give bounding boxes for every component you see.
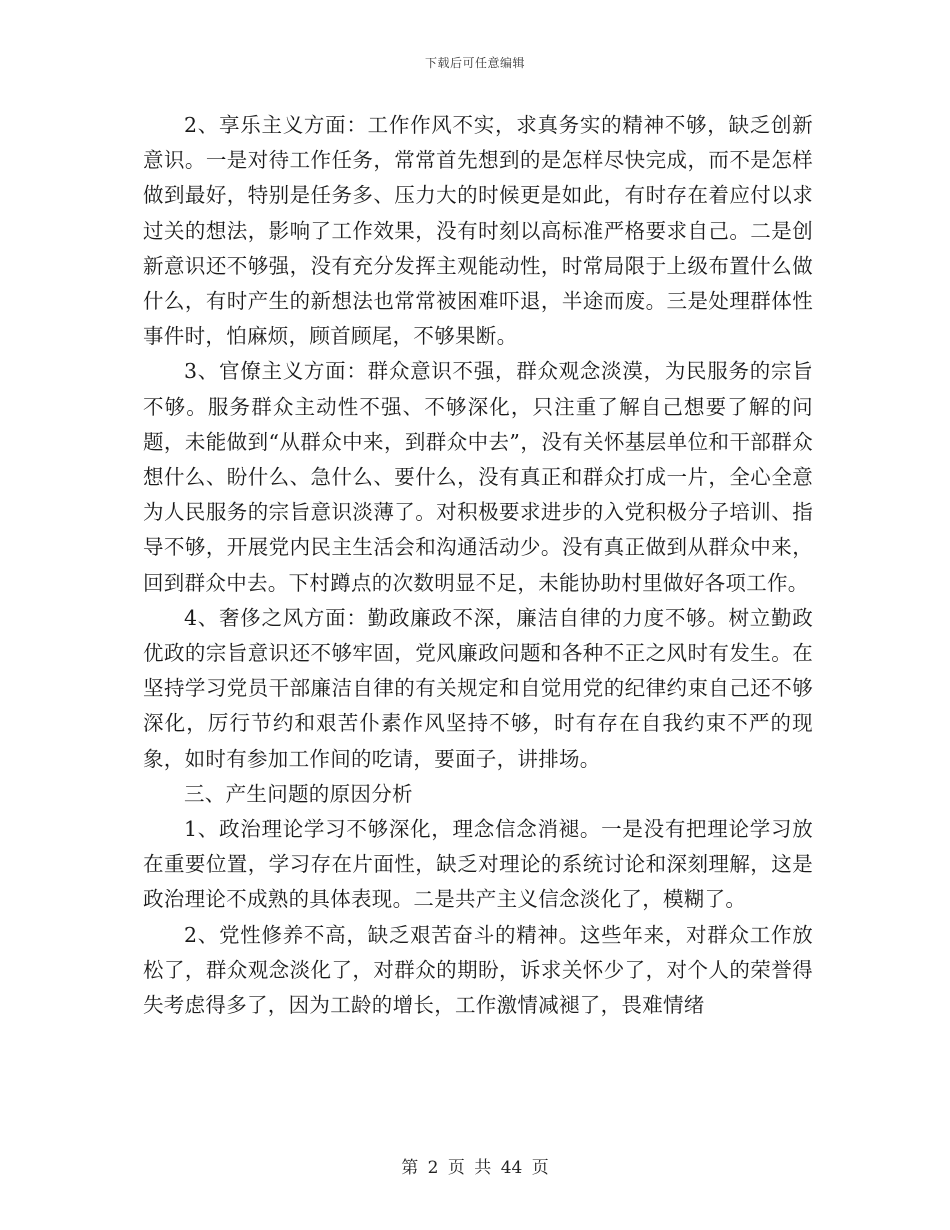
paragraph-hedonism: 2、享乐主义方面：工作作风不实，求真务实的精神不够，缺乏创新意识。一是对待工作任务，常常首先想到的是怎样尽快完成，而不是怎样做到最好，特别是任务多、压力大的时候更是如此，有时存在着应付以求过关的想法，影响了工作效果，没有时刻以高标准严格要求自己。二是创新意识还不够强，没有充分发挥主观能动性，时常局限于上级布置什么做什么，有时产生的新想法也常常被困难吓退，半途而废。三是处理群体性事件时，怕麻烦，顾首顾尾，不够果断。	[143, 113, 813, 349]
page-header: 下载后可任意编辑	[424, 56, 525, 70]
paragraph-bureaucratism: 3、官僚主义方面：群众意识不强，群众观念淡漠，为民服务的宗旨不够。服务群众主动性不强、不够深化，只注重了解自己想要了解的问题，未能做到“从群众中来，到群众中去”，没有关怀基层单位和干部群众想什么、盼什么、急什么、要什么，没有真正和群众打成一片，全心全意为人民服务的宗旨意识淡薄了。对积极要求进步的入党积极分子培训、指导不够，开展党内民主生活会和沟通活动少。没有真正做到从群众中来，回到群众中去。下村蹲点的次数明显不足，未能协助村里做好各项工作。	[143, 359, 813, 595]
paragraph-extravagance: 4、奢侈之风方面：勤政廉政不深，廉洁自律的力度不够。树立勤政优政的宗旨意识还不够牢固，党风廉政问题和各种不正之风时有发生。在坚持学习党员干部廉洁自律的有关规定和自觉用党的纪律约束自己还不够深化，厉行节约和艰苦仆素作风坚持不够，时有存在自我约束不严的现象，如时有参加工作间的吃请，要面子，讲排场。	[143, 605, 813, 771]
document-body	[143, 108, 813, 1023]
paragraph-political-theory: 1、政治理论学习不够深化，理念信念消褪。一是没有把理论学习放在重要位置，学习存在片面性，缺乏对理论的系统讨论和深刻理解，这是政治理论不成熟的具体表现。二是共产主义信念淡化了，模糊了。	[143, 817, 813, 912]
paragraph-party-spirit: 2、党性修养不高，缺乏艰苦奋斗的精神。这些年来，对群众工作放松了，群众观念淡化了，对群众的期盼，诉求关怀少了，对个人的荣誉得失考虑得多了，因为工龄的增长，工作激情减褪了，畏难情绪	[143, 922, 813, 1018]
page-number-footer: 第 2 页 共 44 页	[401, 1158, 549, 1178]
section-heading-cause-analysis: 三、产生问题的原因分析	[184, 781, 413, 806]
